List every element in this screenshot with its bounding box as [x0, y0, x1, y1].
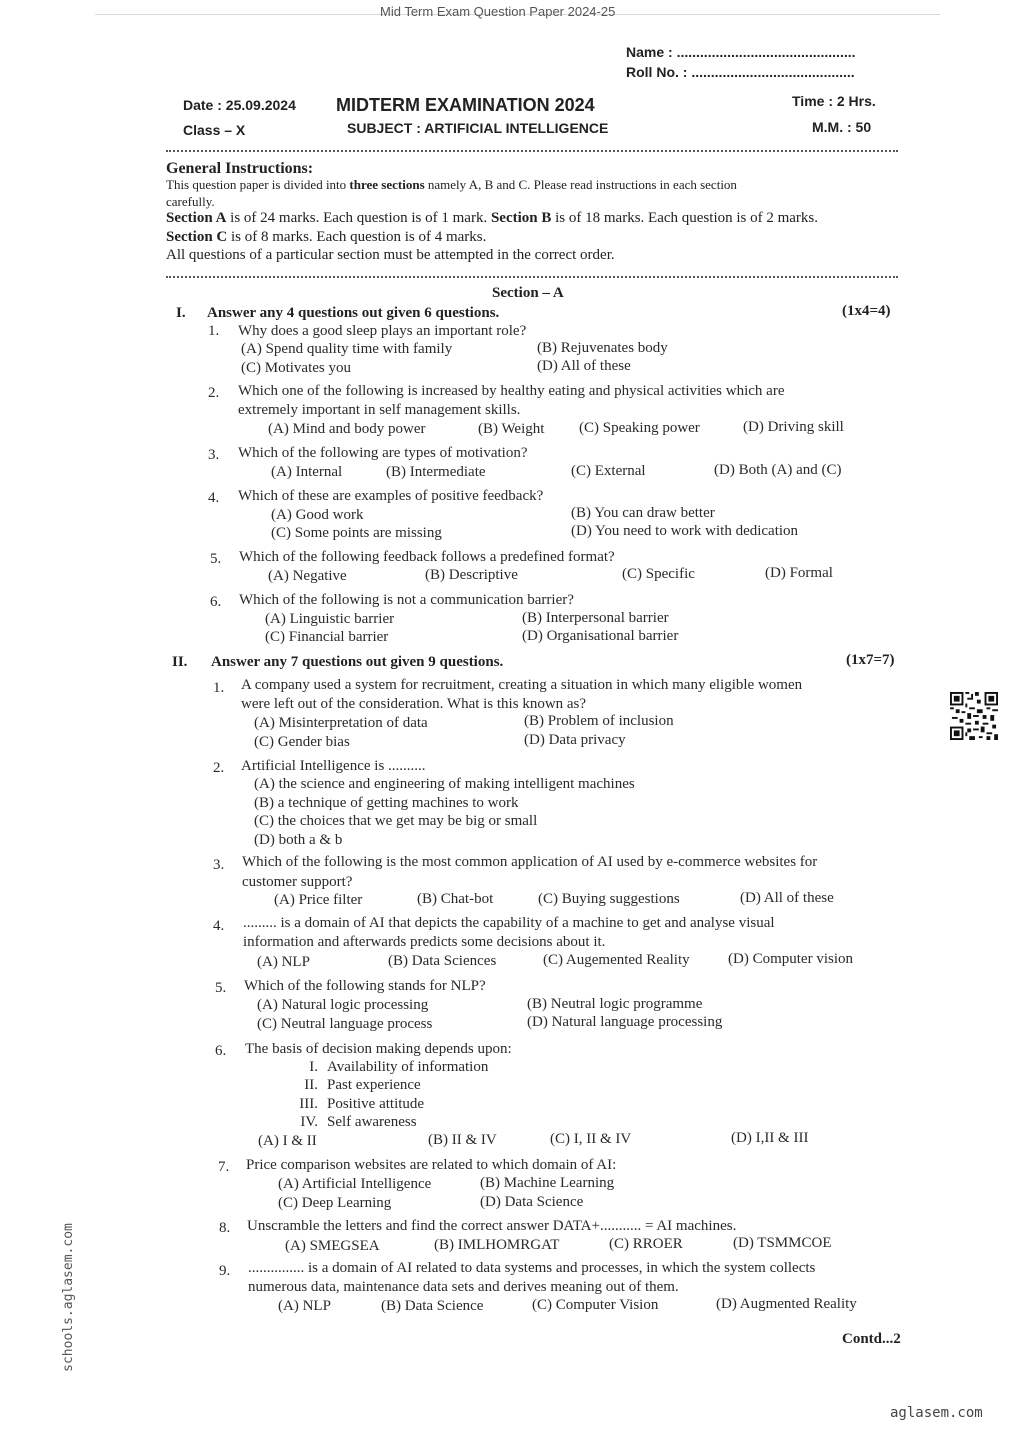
option-b: (B) Weight: [478, 421, 545, 437]
instructions-divider: [166, 276, 898, 278]
question-text: Unscramble the letters and find the correct answer DATA+........... = AI machines.: [247, 1218, 737, 1234]
option-c: (C) Neutral language process: [257, 1016, 433, 1032]
option-b: (B) Intermediate: [386, 464, 486, 480]
option-d: (D) Driving skill: [743, 419, 844, 435]
option-c: (C) Financial barrier: [265, 629, 389, 645]
option-b: (B) II & IV: [428, 1132, 497, 1148]
option-b: (B) Data Sciences: [388, 953, 497, 969]
option-c: (C) the choices that we get may be big or small: [254, 813, 538, 829]
part1-marks: (1x4=4): [842, 303, 891, 319]
option-d: (D) I,II & III: [731, 1130, 809, 1146]
option-a: (A) Artificial Intelligence: [278, 1176, 432, 1192]
option-d: (D) Data privacy: [524, 732, 626, 748]
option-d: (D) Computer vision: [728, 951, 853, 967]
option-d: (D) You need to work with dedication: [571, 523, 799, 539]
banner-title: Mid Term Exam Question Paper 2024-25: [380, 4, 616, 19]
question-text-cont: extremely important in self management skills.: [238, 402, 521, 418]
question-text-cont: were left out of the consideration. What is this known as?: [241, 696, 587, 712]
part2-title: Answer any 7 questions out given 9 questions.: [211, 654, 504, 670]
question-number: 3.: [208, 447, 220, 463]
subject-label: SUBJECT : ARTIFICIAL INTELLIGENCE: [347, 120, 609, 136]
continued-note: Contd...2: [842, 1331, 901, 1347]
option-a: (A) the science and engineering of making intelligent machines: [254, 776, 635, 792]
instructions-line-3: Section A is of 24 marks. Each question is of 1 mark. Section B is of 18 marks. Each question is of 2 marks.: [166, 210, 819, 226]
part2-number: II.: [172, 654, 188, 670]
option-c: (C) Buying suggestions: [538, 891, 680, 907]
question-number: 4.: [213, 918, 225, 934]
question-number: 4.: [208, 490, 220, 506]
option-b: (B) Problem of inclusion: [524, 713, 674, 729]
option-a: (A) Linguistic barrier: [265, 611, 395, 627]
exam-time: Time : 2 Hrs.: [792, 93, 876, 109]
footer-watermark: aglasem.com: [890, 1405, 983, 1421]
option-a: (A) SMEGSEA: [285, 1238, 380, 1254]
option-a: (A) Good work: [271, 507, 364, 523]
option-a: (A) NLP: [278, 1298, 331, 1314]
question-text: Which of the following is the most common application of AI used by e-commerce websites for: [242, 854, 818, 870]
option-b: (B) a technique of getting machines to work: [254, 795, 519, 811]
question-number: 1.: [213, 680, 225, 696]
question-text-cont: information and afterwards predicts some decisions about it.: [243, 934, 606, 950]
option-a: (A) Spend quality time with family: [241, 341, 453, 357]
sublist-item: Availability of information: [327, 1059, 489, 1075]
exam-title: MIDTERM EXAMINATION 2024: [336, 95, 595, 115]
instructions-heading: General Instructions:: [166, 160, 314, 177]
qr-code: [950, 692, 998, 740]
sublist-item: Positive attitude: [327, 1096, 425, 1112]
question-text: Which of the following are types of motivation?: [238, 445, 528, 461]
question-number: 6.: [215, 1043, 227, 1059]
sublist-number: I.: [309, 1059, 318, 1075]
question-number: 1.: [208, 323, 220, 339]
option-a: (A) Price filter: [274, 892, 363, 908]
question-text-cont: numerous data, maintenance data sets and derives meaning out of them.: [248, 1279, 679, 1295]
sublist-item: Past experience: [327, 1077, 421, 1093]
part1-number: I.: [176, 305, 186, 321]
side-watermark: schools.aglasem.com: [60, 1223, 76, 1372]
instructions-line-1: This question paper is divided into three sections namely A, B and C. Please read instructions in each section: [166, 177, 737, 192]
option-a: (A) Misinterpretation of data: [254, 715, 428, 731]
question-text: Why does a good sleep plays an important role?: [238, 323, 527, 339]
option-d: (D) All of these: [537, 358, 631, 374]
class-label: Class – X: [183, 122, 246, 138]
option-b: (B) IMLHOMRGAT: [434, 1237, 560, 1253]
roll-field: Roll No. : ..........................................: [626, 64, 855, 80]
question-number: 6.: [210, 594, 222, 610]
option-d: (D) Both (A) and (C): [714, 462, 842, 478]
option-c: (C) Augemented Reality: [543, 952, 690, 968]
instructions-line-5: All questions of a particular section must be attempted in the correct order.: [166, 247, 615, 263]
exam-date: Date : 25.09.2024: [183, 97, 296, 113]
option-a: (A) Internal: [271, 464, 343, 480]
question-number: 5.: [210, 551, 222, 567]
option-b: (B) Rejuvenates body: [537, 340, 668, 356]
question-text: ............... is a domain of AI related to data systems and processes, in which the system collects: [248, 1260, 816, 1276]
option-b: (B) Machine Learning: [480, 1175, 615, 1191]
question-text: Which of the following feedback follows a predefined format?: [239, 549, 615, 565]
section-title: Section – A: [492, 285, 564, 301]
option-b: (B) Neutral logic programme: [527, 996, 703, 1012]
question-text: Artificial Intelligence is ..........: [241, 758, 426, 774]
option-c: (C) Gender bias: [254, 734, 350, 750]
option-d: (D) Natural language processing: [527, 1014, 723, 1030]
option-b: (B) Data Science: [381, 1298, 484, 1314]
question-text: A company used a system for recruitment, creating a situation in which many eligible women: [241, 677, 803, 693]
option-c: (C) External: [571, 463, 646, 479]
option-c: (C) Specific: [622, 566, 695, 582]
sublist-number: III.: [299, 1096, 318, 1112]
option-c: (C) RROER: [609, 1236, 683, 1252]
part1-title: Answer any 4 questions out given 6 questions.: [207, 305, 500, 321]
question-number: 3.: [213, 857, 225, 873]
question-number: 2.: [208, 385, 220, 401]
instructions-line-2: carefully.: [166, 194, 215, 209]
option-b: (B) You can draw better: [571, 505, 715, 521]
option-c: (C) Motivates you: [241, 360, 351, 376]
option-b: (B) Interpersonal barrier: [522, 610, 669, 626]
question-text: The basis of decision making depends upon:: [245, 1041, 512, 1057]
sublist-number: II.: [304, 1077, 318, 1093]
instructions-line-4: Section C is of 8 marks. Each question is of 4 marks.: [166, 229, 487, 245]
question-number: 9.: [219, 1263, 231, 1279]
question-text: Which of the following stands for NLP?: [244, 978, 486, 994]
option-c: (C) Computer Vision: [532, 1297, 659, 1313]
header-divider: [166, 150, 898, 152]
option-a: (A) Natural logic processing: [257, 997, 429, 1013]
option-d: (D) Augmented Reality: [716, 1296, 857, 1312]
question-number: 5.: [215, 980, 227, 996]
option-d: (D) Organisational barrier: [522, 628, 679, 644]
option-d: (D) All of these: [740, 890, 834, 906]
option-c: (C) Some points are missing: [271, 525, 442, 541]
part2-marks: (1x7=7): [846, 652, 895, 668]
sublist-number: IV.: [300, 1114, 318, 1130]
option-a: (A) NLP: [257, 954, 310, 970]
question-text-cont: customer support?: [242, 874, 353, 890]
option-c: (C) Deep Learning: [278, 1195, 392, 1211]
question-text: Which of these are examples of positive feedback?: [238, 488, 544, 504]
question-text: Which one of the following is increased by healthy eating and physical activities which are: [238, 383, 785, 399]
option-a: (A) I & II: [258, 1133, 317, 1149]
option-b: (B) Descriptive: [425, 567, 518, 583]
option-b: (B) Chat-bot: [417, 891, 494, 907]
option-d: (D) Data Science: [480, 1194, 584, 1210]
option-a: (A) Negative: [268, 568, 347, 584]
question-number: 7.: [218, 1159, 230, 1175]
option-d: (D) Formal: [765, 565, 833, 581]
question-text: Which of the following is not a communication barrier?: [239, 592, 574, 608]
option-a: (A) Mind and body power: [268, 421, 426, 437]
option-d: (D) TSMMCOE: [733, 1235, 832, 1251]
max-marks: M.M. : 50: [812, 119, 872, 135]
name-field: Name : ..............................................: [626, 44, 856, 60]
question-text: ......... is a domain of AI that depicts the capability of a machine to get and analyse visual: [243, 915, 775, 931]
question-number: 8.: [219, 1220, 231, 1236]
option-d: (D) both a & b: [254, 832, 343, 848]
question-number: 2.: [213, 760, 225, 776]
sublist-item: Self awareness: [327, 1114, 417, 1130]
option-c: (C) Speaking power: [579, 420, 700, 436]
question-text: Price comparison websites are related to which domain of AI:: [246, 1157, 617, 1173]
option-c: (C) I, II & IV: [550, 1131, 632, 1147]
